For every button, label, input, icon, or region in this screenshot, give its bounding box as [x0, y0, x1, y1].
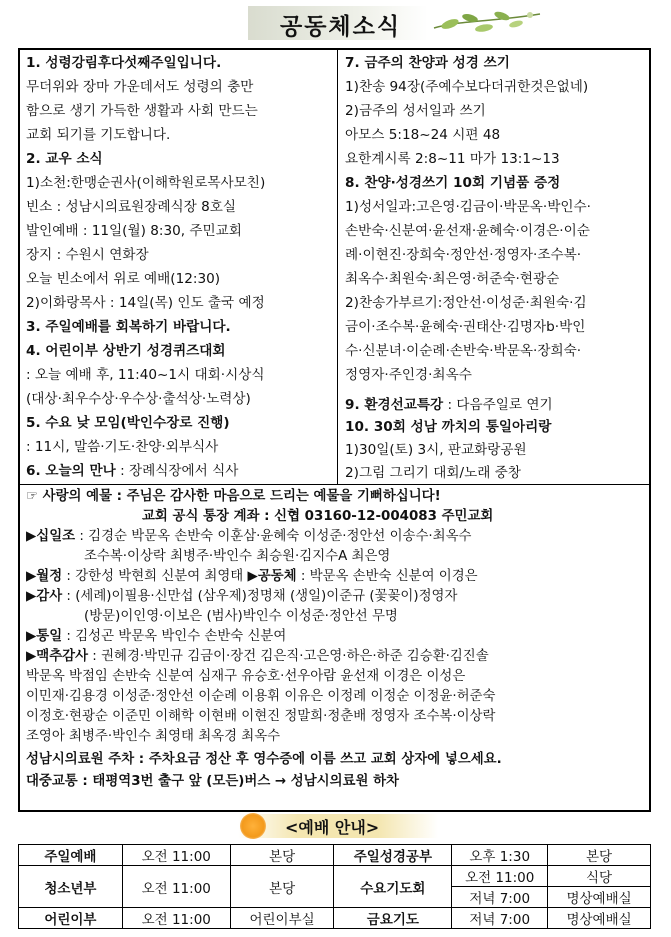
left-news-line: 1)소천:한맹순권사(이해학원로목사모친) [26, 175, 266, 191]
divider [20, 484, 649, 485]
left-news-line: 3. 주일예배를 회복하기 바랍니다. [26, 319, 231, 335]
schedule-cell: 명상예배실 [548, 908, 651, 929]
left-news-line: 2)이화랑목사 : 14일(목) 인도 출국 예정 [26, 295, 265, 311]
manna-label: 6. 오늘의 만나 [26, 463, 116, 479]
right-news-line: 례·이현진·장희숙·정안선·정영자·조수복· [345, 247, 582, 263]
right-news-line: 2)금주의 성서일과 쓰기 [345, 103, 486, 119]
schedule-cell: 주일성경공부 [334, 845, 452, 866]
offering-account: 교회 공식 통장 계좌 : 신협 03160-12-004083 주민교회 [142, 509, 494, 524]
barley-line-5: 조영아 최병주·박인수 최영태 최옥경 최옥수 [26, 729, 281, 744]
schedule-cell: 어린이부 [19, 908, 123, 929]
schedule-cell: 본당 [548, 845, 651, 866]
worship-schedule-table [18, 844, 651, 929]
right-news-line: 요한계시록 2:8~11 마가 13:1~13 [345, 151, 560, 167]
schedule-cell: 어린이부실 [230, 908, 334, 929]
right-news-line: 2)그림 그리기 대회/노래 중창 [345, 465, 521, 481]
schedule-cell: 식당 [548, 866, 651, 887]
tithe-line: ▶십일조 : 김경순 박문옥 손반숙 이훈삼·윤혜숙 이성준·정안선 이송수·최옥수 [26, 529, 472, 544]
schedule-cell: 오후 1:30 [452, 845, 548, 866]
barley-line: ▶맥추감사 : 권혜경·박민규 김금이·장건 김은직·고은영·하은·하준 김승환·김진솔 [26, 649, 489, 664]
left-news-line: 발인예배 : 11일(월) 8:30, 주민교회 [26, 223, 242, 239]
news-box [18, 48, 651, 812]
right-news-line: 정영자·주인경·최옥수 [345, 367, 472, 383]
schedule-cell: 오전 11:00 [452, 866, 548, 887]
unity-line: ▶통일 : 김성곤 박문옥 박인수 손반숙 신분여 [26, 629, 287, 644]
left-news-line: 1. 성령강림후다섯째주일입니다. [26, 55, 222, 71]
leaf-decoration-icon [432, 6, 542, 38]
transit-notice: 대중교통 : 태평역3번 출구 앞 (모든)버스 → 성남시의료원 하차 [26, 774, 399, 789]
tithe-line-2: 조수복·이상락 최병주·박인수 최승원·김지수A 최은영 [84, 549, 391, 564]
left-news-line: 2. 교우 소식 [26, 151, 103, 167]
right-item-environment [345, 394, 553, 416]
schedule-cell: 주일예배 [19, 845, 123, 866]
left-news-line: 장지 : 수원시 연화장 [26, 247, 149, 263]
right-news-line: 10. 30회 성남 까치의 통일아리랑 [345, 419, 552, 435]
left-news-line: 5. 수요 낮 모임(박인수장로 진행) [26, 415, 230, 431]
parking-notice: 성남시의료원 주차 : 주차요금 정산 후 영수증에 이름 쓰고 교회 상자에 넣으세요. [26, 752, 502, 767]
schedule-cell: 명상예배실 [548, 887, 651, 908]
right-news-line: 2)찬송가부르기:정안선·이성준·최원숙·김 [345, 295, 587, 311]
environment-text: : 다음주일로 연기 [443, 397, 553, 413]
left-item-manna [26, 460, 238, 482]
schedule-cell: 본당 [230, 866, 334, 908]
right-news-line: 금이·조수복·윤혜숙·권태산·김명자b·박인 [345, 319, 586, 335]
offering-headline: ☞ 사랑의 예물 : 주님은 감사한 마음으로 드리는 예물을 기뻐하십니다! [26, 489, 441, 504]
barley-line-4: 이정호·현광순 이준민 이해학 이현배 이현진 정말희·정춘배 정영자 조수복·이상락 [26, 709, 496, 724]
sun-icon [240, 813, 266, 839]
schedule-cell: 저녁 7:00 [452, 908, 548, 929]
schedule-cell: 본당 [230, 845, 334, 866]
right-news-line: 손반숙·신분여·윤선재·윤혜숙·이경은·이순 [345, 223, 590, 239]
monthly-line: ▶월정 : 강한성 박현희 신분여 최영태 ▶공동체 : 박문옥 손반숙 신분여 이경은 [26, 569, 478, 584]
worship-title: <예배 안내> [285, 818, 380, 837]
header [0, 0, 671, 44]
left-news-line: 빈소 : 성남시의료원장례식장 8호실 [26, 199, 237, 215]
left-news-line: : 오늘 예배 후, 11:40~1시 대회·시상식 [26, 367, 265, 383]
table-row [19, 908, 651, 929]
left-news-line: : 11시, 말씀·기도·찬양·외부식사 [26, 439, 219, 455]
schedule-cell: 오전 11:00 [122, 866, 230, 908]
manna-text: : 장례식장에서 식사 [115, 463, 239, 479]
thanks-line-2: (방문)이인영·이보은 (범사)박인수 이성준·정안선 무명 [84, 609, 398, 624]
environment-label: 9. 환경선교특강 [345, 397, 444, 413]
table-row [19, 866, 651, 887]
left-news-line: 4. 어린이부 상반기 성경퀴즈대회 [26, 343, 226, 359]
barley-line-2: 박문옥 박점임 손반숙 신분여 심재구 유승호·선우아람 윤선재 이경은 이성은 [26, 669, 466, 684]
schedule-cell: 저녁 7:00 [452, 887, 548, 908]
right-news-line: 아모스 5:18~24 시편 48 [345, 127, 501, 143]
right-news-line: 1)30일(토) 3시, 판교화랑공원 [345, 442, 527, 458]
page-title: 공동체소식 [280, 14, 402, 40]
schedule-cell: 금요기도 [334, 908, 452, 929]
left-news-line: 무더위와 장마 가운데서도 성령의 충만 [26, 79, 254, 95]
right-news-line: 최옥수·최원숙·최은영·허준숙·현광순 [345, 271, 560, 287]
thanks-line: ▶감사 : (세례)이필용·신만섭 (삼우제)정명채 (생일)이준규 (꽃꽂이)정영자 [26, 589, 458, 604]
schedule-cell: 오전 11:00 [122, 845, 230, 866]
right-news-line: 8. 찬양·성경쓰기 10회 기념품 증정 [345, 175, 561, 191]
right-news-line: 수·신분녀·이순례·손반숙·박문옥·장희숙· [345, 343, 582, 359]
left-news-line: 오늘 빈소에서 위로 예배(12:30) [26, 271, 221, 287]
right-news-line: 1)성서일과:고은영·김금이·박문옥·박인수· [345, 199, 591, 215]
table-row [19, 845, 651, 866]
left-news-line: (대상·최우수상·우수상·출석상·노력상) [26, 391, 251, 407]
schedule-cell: 청소년부 [19, 866, 123, 908]
barley-line-3: 이민재·김용경 이성준·정안선 이순례 이용휘 이유은 이정례 이정순 이정윤·허준숙 [26, 689, 496, 704]
schedule-cell: 오전 11:00 [122, 908, 230, 929]
left-news-line: 교회 되기를 기도합니다. [26, 127, 171, 143]
right-news-line: 7. 금주의 찬양과 성경 쓰기 [345, 55, 510, 71]
left-news-line: 함으로 생기 가득한 생활과 사회 만드는 [26, 103, 258, 119]
right-news-line: 1)찬송 94장(주예수보다더귀한것은없네) [345, 79, 589, 95]
schedule-cell: 수요기도회 [334, 866, 452, 908]
